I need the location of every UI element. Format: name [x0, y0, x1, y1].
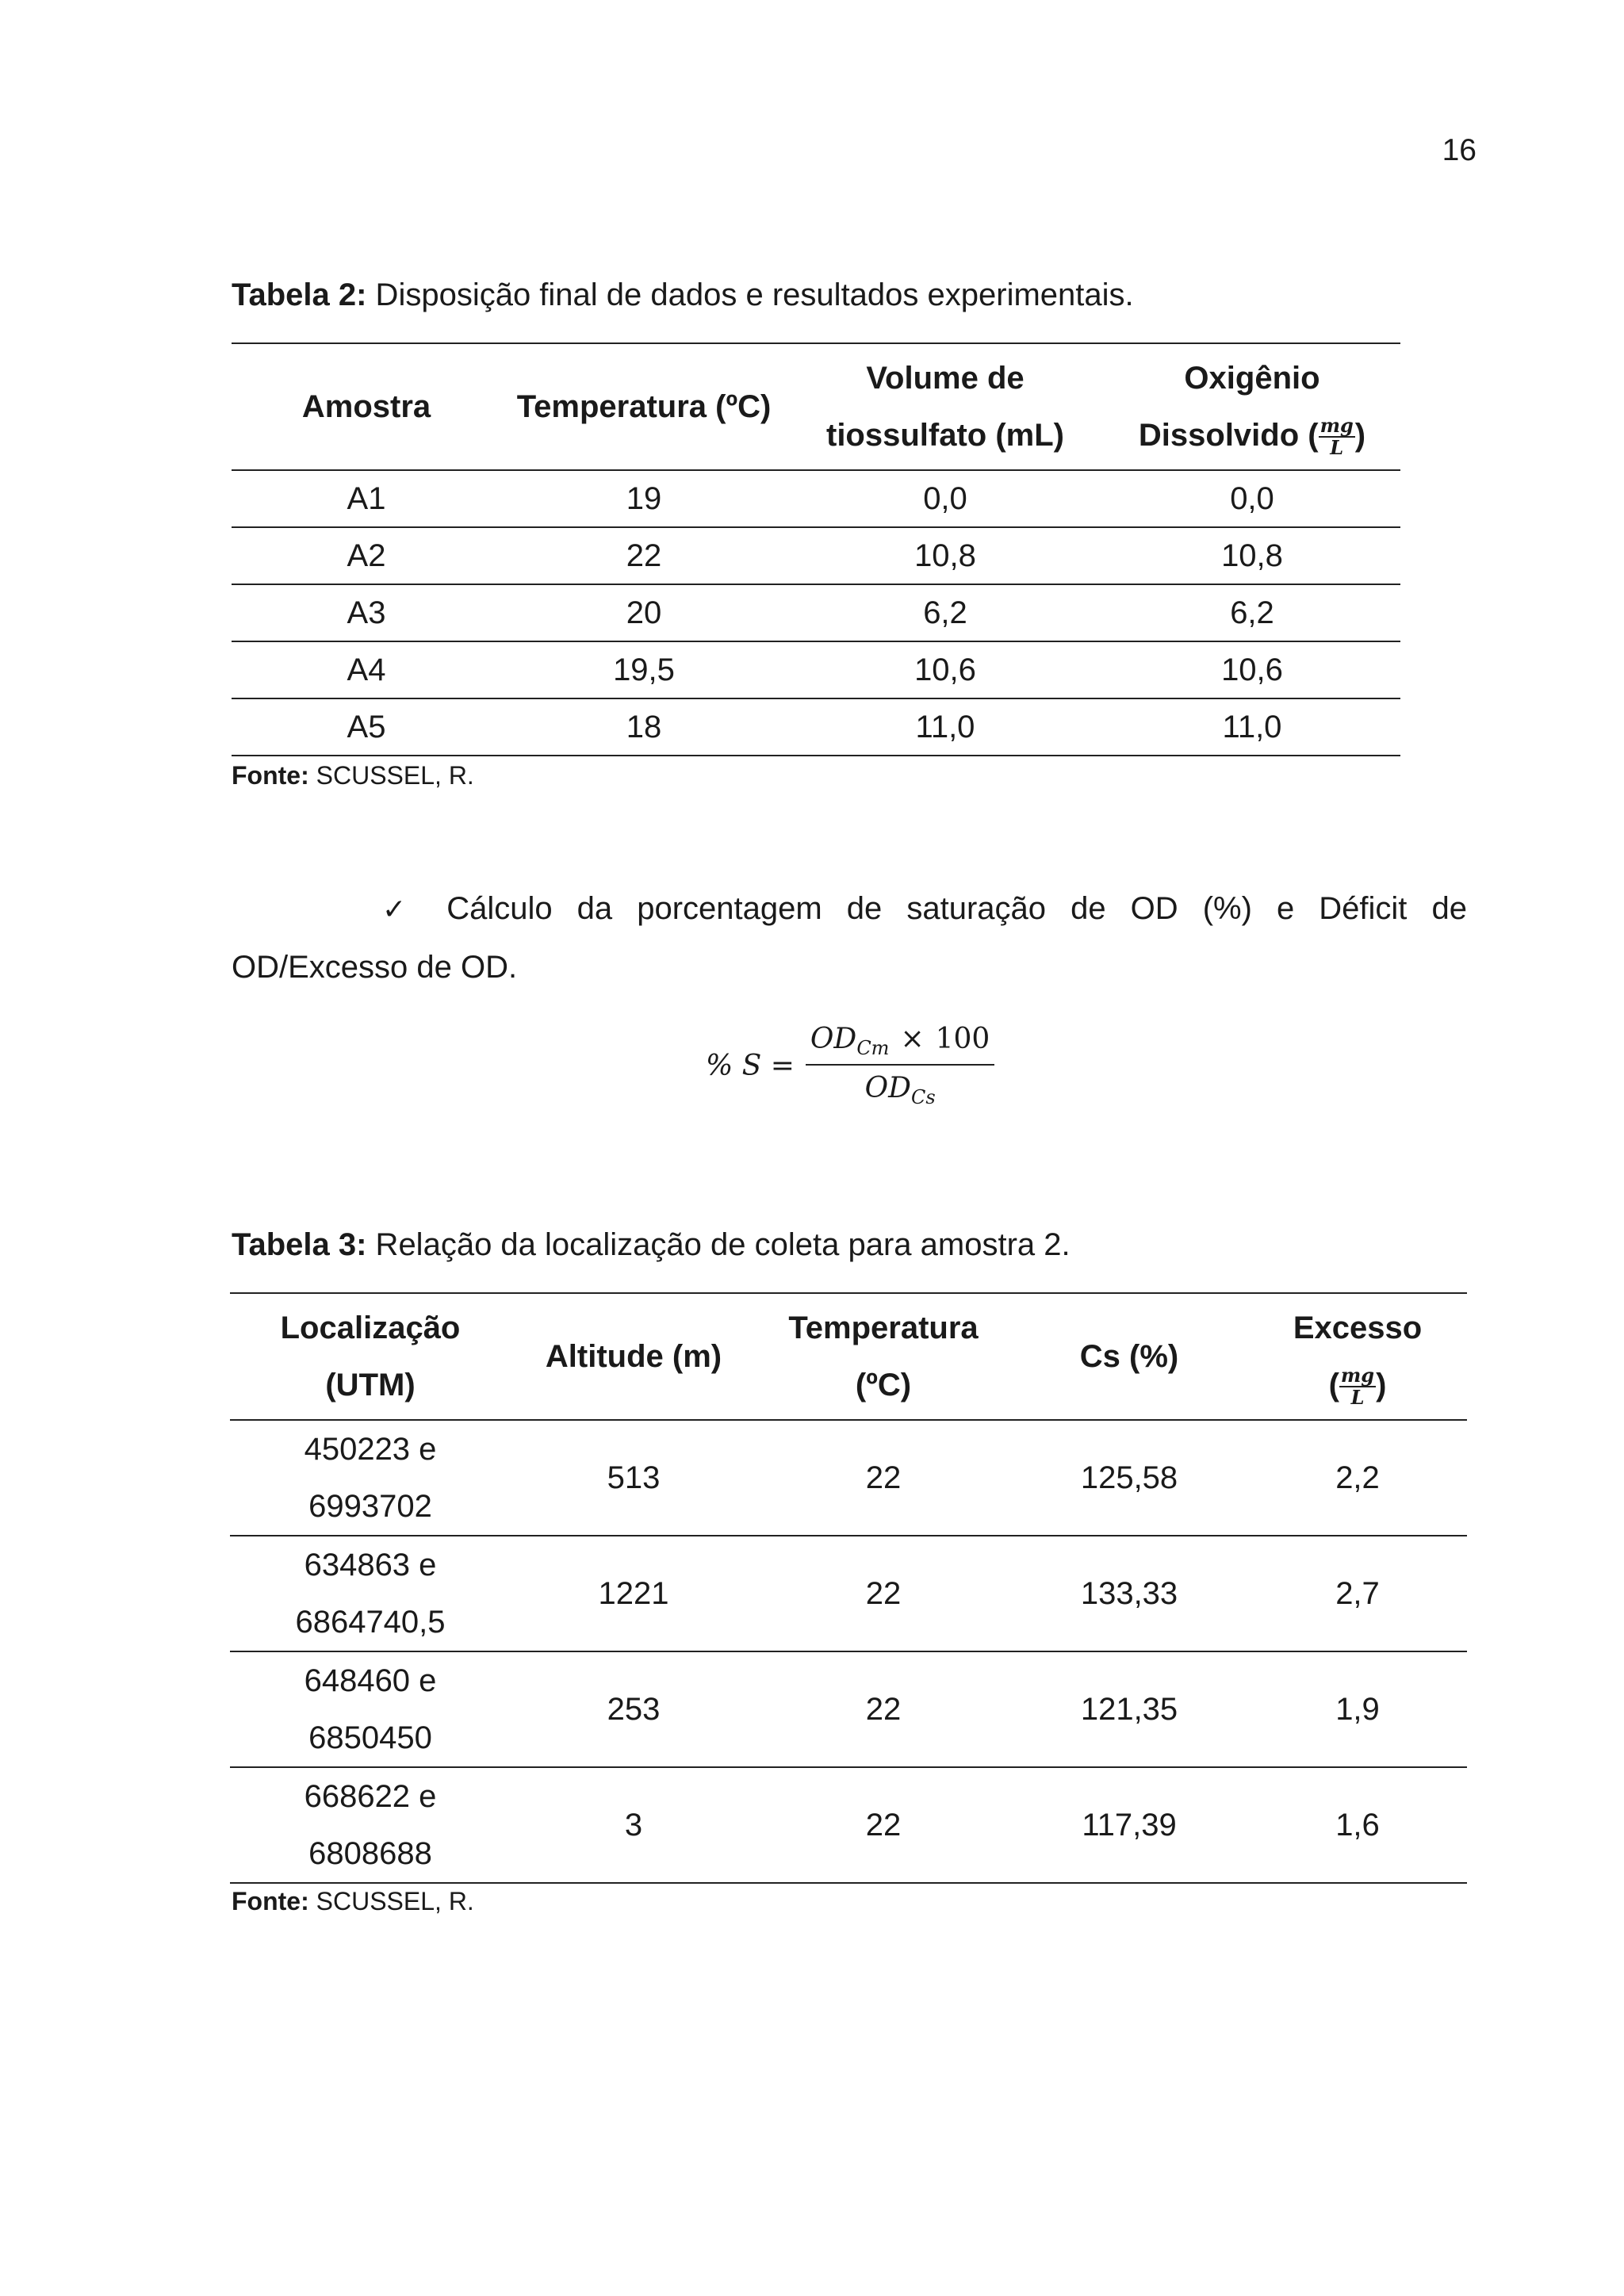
table3-source — [232, 1887, 474, 1916]
paragraph-line1-text: Cálculo da porcentagem de saturação de OD (%) e Déficit de — [446, 891, 1467, 926]
table-row — [230, 1536, 1467, 1651]
cell-localizacao-line2: 6808688 — [308, 1836, 432, 1871]
table2-header-volume-line1: Volume de — [866, 361, 1025, 396]
cell-volume: 0,0 — [787, 470, 1104, 527]
cell-cs: 117,39 — [1010, 1767, 1248, 1883]
table2-source-label: Fonte: — [232, 761, 309, 790]
paragraph-line1 — [232, 880, 1467, 939]
cell-localizacao — [230, 1651, 511, 1767]
table2-caption-text: Disposição final de dados e resultados experimentais. — [366, 277, 1134, 312]
table3-header-localizacao-line2: (UTM) — [325, 1368, 416, 1402]
cell-od: 0,0 — [1104, 470, 1400, 527]
cell-excesso: 2,7 — [1248, 1536, 1467, 1651]
table3-header-row — [230, 1293, 1467, 1420]
cell-localizacao — [230, 1767, 511, 1883]
cell-localizacao-line1: 634863 e — [304, 1548, 437, 1582]
cell-cs: 125,58 — [1010, 1420, 1248, 1536]
table2-header-temperatura: Temperatura (ºC) — [501, 343, 787, 470]
table2-header-amostra: Amostra — [232, 343, 501, 470]
cell-temperatura: 19,5 — [501, 641, 787, 698]
table3 — [230, 1292, 1467, 1884]
table2-source — [232, 761, 474, 790]
close-paren: ) — [1376, 1368, 1387, 1402]
cell-localizacao-line2: 6993702 — [308, 1489, 432, 1524]
cell-volume: 10,8 — [787, 527, 1104, 584]
cell-temperatura: 22 — [756, 1767, 1010, 1883]
cell-od: 10,8 — [1104, 527, 1400, 584]
mg-per-l-fraction — [1319, 415, 1355, 458]
cell-excesso: 2,2 — [1248, 1420, 1467, 1536]
cell-temperatura: 22 — [756, 1420, 1010, 1536]
table3-header-excesso-unit — [1248, 1357, 1467, 1414]
cell-altitude: 253 — [511, 1651, 756, 1767]
cell-od: 11,0 — [1104, 698, 1400, 756]
table-row — [230, 1651, 1467, 1767]
cell-volume: 11,0 — [787, 698, 1104, 756]
table-row — [232, 470, 1400, 527]
table3-header-excesso — [1248, 1293, 1467, 1420]
cell-amostra: A4 — [232, 641, 501, 698]
formula-fraction — [806, 1023, 994, 1108]
cell-volume: 6,2 — [787, 584, 1104, 641]
fraction-numerator: mg — [1320, 414, 1354, 438]
cell-excesso: 1,6 — [1248, 1767, 1467, 1883]
cell-od: 6,2 — [1104, 584, 1400, 641]
fraction-denominator: L — [1330, 436, 1344, 460]
open-paren: ( — [1328, 1368, 1339, 1402]
table-row — [232, 527, 1400, 584]
cell-temperatura: 18 — [501, 698, 787, 756]
formula-numerator — [806, 1023, 994, 1066]
table3-source-text: SCUSSEL, R. — [308, 1887, 474, 1915]
page-number: 16 — [1442, 133, 1477, 167]
cell-altitude: 1221 — [511, 1536, 756, 1651]
table3-header-localizacao — [230, 1293, 511, 1420]
table-row — [232, 641, 1400, 698]
formula-denominator — [865, 1066, 936, 1108]
formula-den-var: OD — [864, 1072, 911, 1105]
cell-amostra: A1 — [232, 470, 501, 527]
cell-volume: 10,6 — [787, 641, 1104, 698]
fraction-denominator: L — [1350, 1386, 1365, 1410]
table2-header-row — [232, 343, 1400, 470]
table-row — [230, 1767, 1467, 1883]
cell-temperatura: 22 — [756, 1536, 1010, 1651]
checkmark-icon: ✓ — [382, 894, 423, 926]
table2-caption-label: Tabela 2: — [232, 277, 367, 312]
table3-caption-text: Relação da localização de coleta para amostra 2. — [366, 1227, 1071, 1262]
table2-header-volume — [787, 343, 1104, 470]
cell-localizacao — [230, 1420, 511, 1536]
formula-times: × — [900, 1023, 925, 1055]
cell-localizacao-line1: 450223 e — [304, 1432, 437, 1467]
cell-temperatura: 22 — [501, 527, 787, 584]
paragraph-line2: OD/Excesso de OD. — [232, 950, 518, 985]
saturation-formula — [706, 1023, 994, 1108]
cell-amostra: A5 — [232, 698, 501, 756]
cell-temperatura: 19 — [501, 470, 787, 527]
formula-num-factor: 100 — [935, 1023, 990, 1055]
paragraph — [232, 880, 1467, 996]
table3-caption-label: Tabela 3: — [232, 1227, 367, 1262]
fraction-numerator: mg — [1340, 1364, 1375, 1387]
cell-od: 10,6 — [1104, 641, 1400, 698]
cell-altitude: 3 — [511, 1767, 756, 1883]
table2-caption — [232, 277, 1134, 313]
table2-source-text: SCUSSEL, R. — [308, 761, 474, 790]
cell-amostra: A3 — [232, 584, 501, 641]
table3-caption — [232, 1227, 1071, 1263]
formula-lhs: % S = — [706, 1049, 795, 1082]
formula-den-sub: Cs — [910, 1086, 936, 1109]
table-row — [232, 584, 1400, 641]
table2-header-oxigenio — [1104, 343, 1400, 470]
table2 — [232, 342, 1400, 756]
table3-header-localizacao-line1: Localização — [280, 1311, 461, 1345]
table2-header-oxigenio-line1: Oxigênio — [1184, 361, 1320, 396]
cell-localizacao-line1: 668622 e — [304, 1779, 437, 1814]
cell-localizacao-line2: 6864740,5 — [295, 1605, 446, 1640]
cell-localizacao — [230, 1536, 511, 1651]
table3-header-cs: Cs (%) — [1010, 1293, 1248, 1420]
table2-header-volume-line2: tiossulfato (mL) — [826, 418, 1064, 453]
table2-header-oxigenio-line2 — [1104, 407, 1400, 464]
cell-altitude: 513 — [511, 1420, 756, 1536]
cell-temperatura: 20 — [501, 584, 787, 641]
mg-per-l-fraction — [1339, 1365, 1376, 1408]
cell-amostra: A2 — [232, 527, 501, 584]
table2-header-oxigenio-label: Dissolvido ( — [1138, 418, 1319, 453]
cell-temperatura: 22 — [756, 1651, 1010, 1767]
table3-header-temperatura — [756, 1293, 1010, 1420]
formula-num-sub: Cm — [856, 1037, 890, 1060]
table3-header-altitude: Altitude (m) — [511, 1293, 756, 1420]
cell-localizacao-line2: 6850450 — [308, 1720, 432, 1755]
cell-cs: 121,35 — [1010, 1651, 1248, 1767]
cell-excesso: 1,9 — [1248, 1651, 1467, 1767]
table3-header-temperatura-line1: Temperatura — [788, 1311, 979, 1345]
close-paren: ) — [1354, 418, 1366, 453]
formula-num-var: OD — [810, 1023, 857, 1055]
table3-header-temperatura-line2: (ºC) — [855, 1368, 912, 1402]
cell-cs: 133,33 — [1010, 1536, 1248, 1651]
cell-localizacao-line1: 648460 e — [304, 1663, 437, 1698]
table3-header-excesso-line1: Excesso — [1293, 1311, 1423, 1345]
table3-source-label: Fonte: — [232, 1887, 309, 1915]
table-row — [230, 1420, 1467, 1536]
table-row — [232, 698, 1400, 756]
